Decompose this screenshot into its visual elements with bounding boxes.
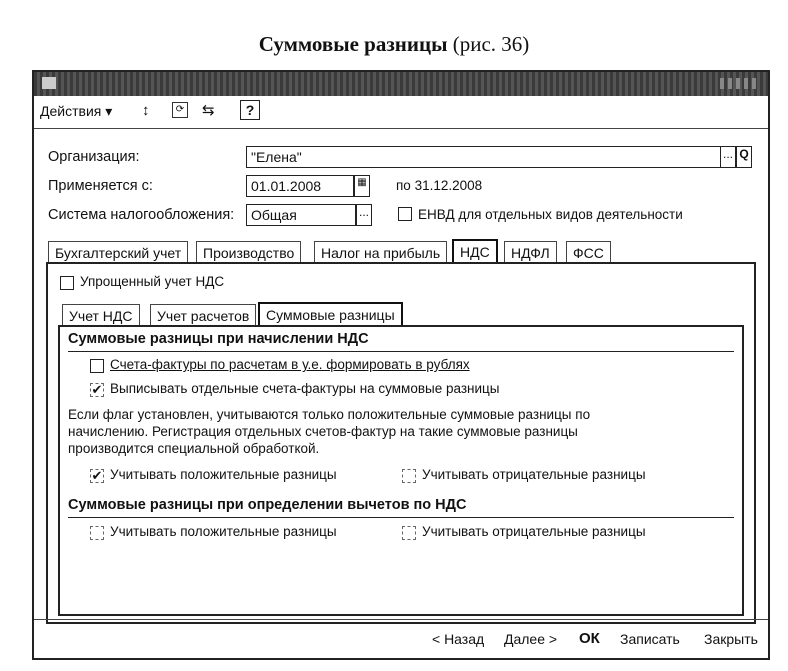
- sum-differences-panel: [58, 325, 744, 616]
- s1-negative-checkbox[interactable]: [402, 469, 416, 483]
- org-field[interactable]: "Елена": [246, 146, 722, 168]
- window-controls[interactable]: [720, 78, 760, 89]
- tax-system-field[interactable]: Общая: [246, 204, 356, 226]
- set-date-icon[interactable]: ↕: [142, 102, 150, 119]
- section-deduction-title: Суммовые разницы при определении вычетов по НДС: [68, 497, 467, 513]
- s2-positive-label: Учитывать положительные разницы: [110, 524, 337, 539]
- vat-panel: [46, 262, 756, 624]
- note-line-2: начислению. Регистрация отдельных счетов-фактур на такие суммовые разницы: [68, 424, 578, 439]
- title-bar: [34, 72, 768, 96]
- s2-negative-label: Учитывать отрицательные разницы: [422, 524, 646, 539]
- goto-icon[interactable]: ⇆: [202, 102, 215, 119]
- ok-button[interactable]: ОК: [579, 630, 600, 647]
- next-button[interactable]: Далее >: [504, 631, 558, 647]
- caption-rest: (рис. 36): [452, 32, 530, 56]
- tax-system-select-button[interactable]: ...: [356, 204, 372, 226]
- caption-bold: Суммовые разницы: [258, 32, 448, 56]
- toolbar: [34, 96, 768, 129]
- s2-positive-checkbox[interactable]: [90, 526, 104, 540]
- s1-positive-checkbox[interactable]: ✔: [91, 468, 103, 483]
- s1-positive-label: Учитывать положительные разницы: [110, 467, 337, 482]
- figure-caption: [0, 32, 788, 57]
- save-button[interactable]: Записать: [620, 631, 680, 647]
- app-icon: [42, 77, 56, 89]
- search-icon[interactable]: Q: [736, 146, 752, 168]
- tab-production[interactable]: Производство: [196, 241, 301, 263]
- org-label: Организация:: [48, 149, 140, 165]
- subtab-settlements[interactable]: Учет расчетов: [150, 304, 256, 326]
- simplified-vat-checkbox[interactable]: [60, 276, 74, 290]
- tab-fss[interactable]: ФСС: [566, 241, 611, 263]
- section-deduction-divider: [68, 517, 734, 518]
- org-select-button[interactable]: ...: [720, 146, 736, 168]
- applies-label: Применяется с:: [48, 178, 153, 194]
- s2-negative-checkbox[interactable]: [402, 526, 416, 540]
- s1-negative-label: Учитывать отрицательные разницы: [422, 467, 646, 482]
- close-button[interactable]: Закрыть: [704, 631, 758, 647]
- calendar-icon[interactable]: ▦: [354, 175, 370, 197]
- section-accrual-title: Суммовые разницы при начислении НДС: [68, 331, 369, 347]
- invoice-ue-label: Счета-фактуры по расчетам в у.е. формировать в рублях: [110, 357, 470, 372]
- refresh-icon[interactable]: ⟳: [172, 102, 188, 118]
- separate-invoices-checkbox[interactable]: ✔: [91, 382, 103, 397]
- actions-menu[interactable]: Действия ▾: [40, 103, 113, 119]
- vat-settings-window: [32, 70, 770, 660]
- note-line-3: производится специальной обработкой.: [68, 441, 320, 456]
- help-button[interactable]: ?: [240, 100, 260, 120]
- invoice-ue-checkbox[interactable]: [90, 359, 104, 373]
- footer-bar: [34, 619, 768, 658]
- tab-profit-tax[interactable]: Налог на прибыль: [314, 241, 447, 263]
- subtab-sum-differences[interactable]: Суммовые разницы: [258, 302, 403, 326]
- tab-vat[interactable]: НДС: [452, 239, 498, 263]
- tax-system-label: Система налогообложения:: [48, 207, 235, 223]
- tab-accounting[interactable]: Бухгалтерский учет: [48, 241, 188, 263]
- back-button[interactable]: < Назад: [432, 631, 485, 647]
- section-accrual-divider: [68, 351, 734, 352]
- note-line-1: Если флаг установлен, учитываются только положительные суммовые разницы по: [68, 407, 591, 422]
- applies-date-field[interactable]: 01.01.2008: [246, 175, 354, 197]
- applies-to-text: по 31.12.2008: [396, 178, 483, 193]
- simplified-vat-label: Упрощенный учет НДС: [80, 274, 225, 289]
- separate-invoices-label: Выписывать отдельные счета-фактуры на суммовые разницы: [110, 381, 500, 396]
- tab-ndfl[interactable]: НДФЛ: [504, 241, 557, 263]
- subtab-vat-accounting[interactable]: Учет НДС: [62, 304, 140, 326]
- envd-checkbox[interactable]: [398, 207, 412, 221]
- envd-label: ЕНВД для отдельных видов деятельности: [418, 207, 683, 222]
